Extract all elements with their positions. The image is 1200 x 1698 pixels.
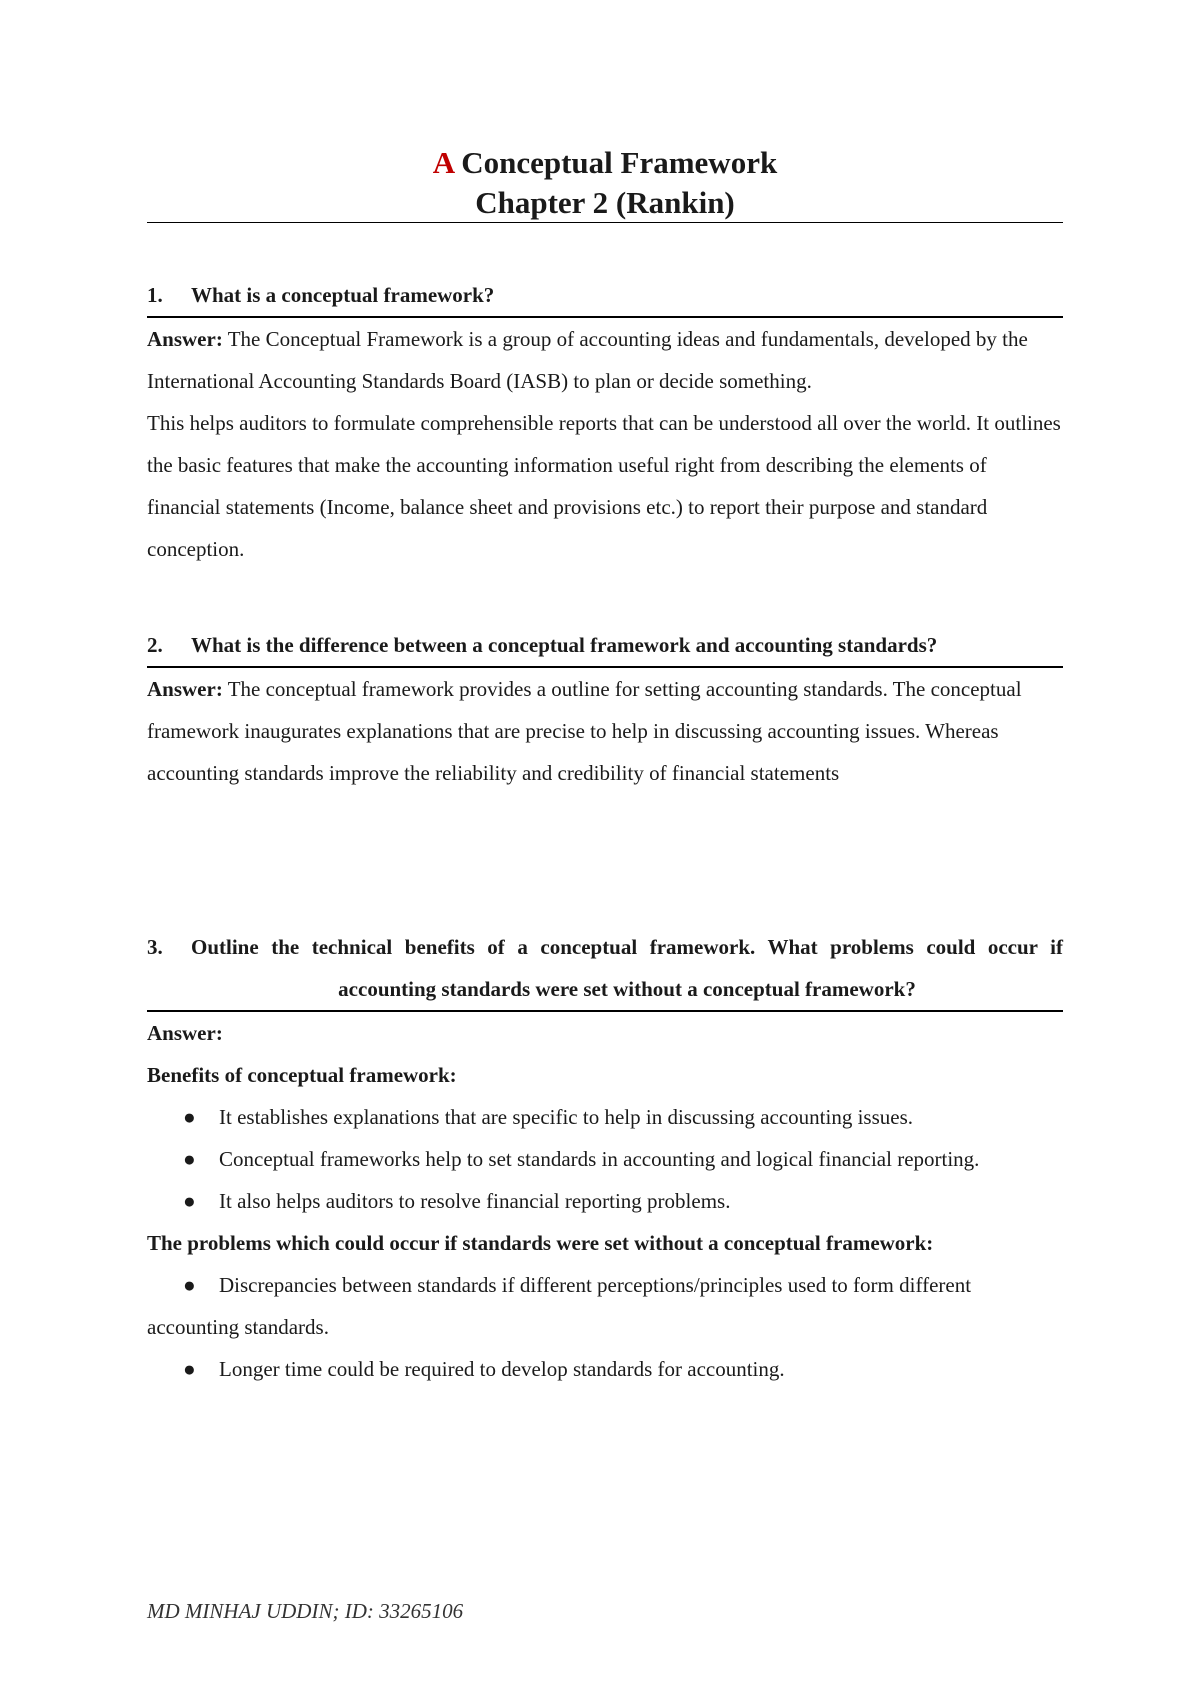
question-3 <box>147 926 1063 1390</box>
bullet-dot-icon: ● <box>183 1357 196 1381</box>
list-item <box>147 1096 1063 1138</box>
list-item <box>147 1180 1063 1222</box>
document-title-block <box>147 143 1063 223</box>
question-2-number: 2. <box>147 633 163 657</box>
bullet-dot-icon: ● <box>183 1189 196 1213</box>
benefits-heading: Benefits of conceptual framework: <box>147 1063 457 1087</box>
title-divider <box>147 222 1063 223</box>
answer-label: Answer: <box>147 327 223 351</box>
question-2-heading <box>147 624 1063 668</box>
bullet-dot-icon: ● <box>183 1105 196 1129</box>
bullet-dot-icon: ● <box>183 1273 196 1297</box>
answer-label: Answer: <box>147 677 223 701</box>
answer-text: The conceptual framework provides a outline for setting accounting standards. The conceptual framework inaugurates explanations that are precise to help in discussing accounting issues. Whereas accounting standards improve the reliability and credibility of financial statements <box>147 677 1022 785</box>
question-1-answer-p2: This helps auditors to formulate comprehensible reports that can be understood all over the world. It outlines the basic features that make the accounting information useful right from describing the elements of financial statements (Income, balance sheet and provisions etc.) to report their purpose and standard conception. <box>147 411 1061 561</box>
question-3-text: Outline the technical benefits of a conceptual framework. What problems could occur if accounting standards were set without a conceptual framework? <box>191 935 1063 1001</box>
question-2-answer <box>147 668 1063 794</box>
question-1-heading <box>147 274 1063 318</box>
problem-item-1 <box>147 1264 1063 1348</box>
list-item <box>147 1348 1063 1390</box>
problems-heading: The problems which could occur if standards were set without a conceptual framework: <box>147 1231 934 1255</box>
question-3-heading <box>147 926 1063 1012</box>
question-1-answer-p1 <box>147 318 1063 402</box>
question-2-text: What is the difference between a conceptual framework and accounting standards? <box>191 633 938 657</box>
document-page <box>147 0 1063 1698</box>
problems-list <box>147 1348 1063 1390</box>
question-1 <box>147 274 1063 570</box>
title-prefix: A <box>432 145 454 180</box>
bullet-dot-icon: ● <box>183 1147 196 1171</box>
benefit-text: It establishes explanations that are specific to help in discussing accounting issues. <box>219 1105 914 1129</box>
question-2 <box>147 624 1063 794</box>
question-3-answer-label: Answer: <box>147 1021 223 1045</box>
benefit-text: Conceptual frameworks help to set standards in accounting and logical financial reporting. <box>219 1147 980 1171</box>
benefit-text: It also helps auditors to resolve financial reporting problems. <box>219 1189 731 1213</box>
answer-text: The Conceptual Framework is a group of accounting ideas and fundamentals, developed by the International Accounting Standards Board (IASB) to plan or decide something. <box>147 327 1028 393</box>
document-subtitle: Chapter 2 (Rankin) <box>475 185 735 220</box>
benefits-list <box>147 1096 1063 1222</box>
document-title <box>147 143 1063 183</box>
list-item <box>147 1138 1063 1180</box>
question-1-text: What is a conceptual framework? <box>191 283 495 307</box>
question-3-number: 3. <box>147 935 163 959</box>
title-main: Conceptual Framework <box>461 145 778 180</box>
problem-text: Discrepancies between standards if different perceptions/principles used to form different accounting standards. <box>147 1273 972 1339</box>
problem-text: Longer time could be required to develop standards for accounting. <box>219 1357 785 1381</box>
question-1-number: 1. <box>147 283 163 307</box>
footer-author: MD MINHAJ UDDIN; ID: 33265106 <box>147 1599 464 1623</box>
